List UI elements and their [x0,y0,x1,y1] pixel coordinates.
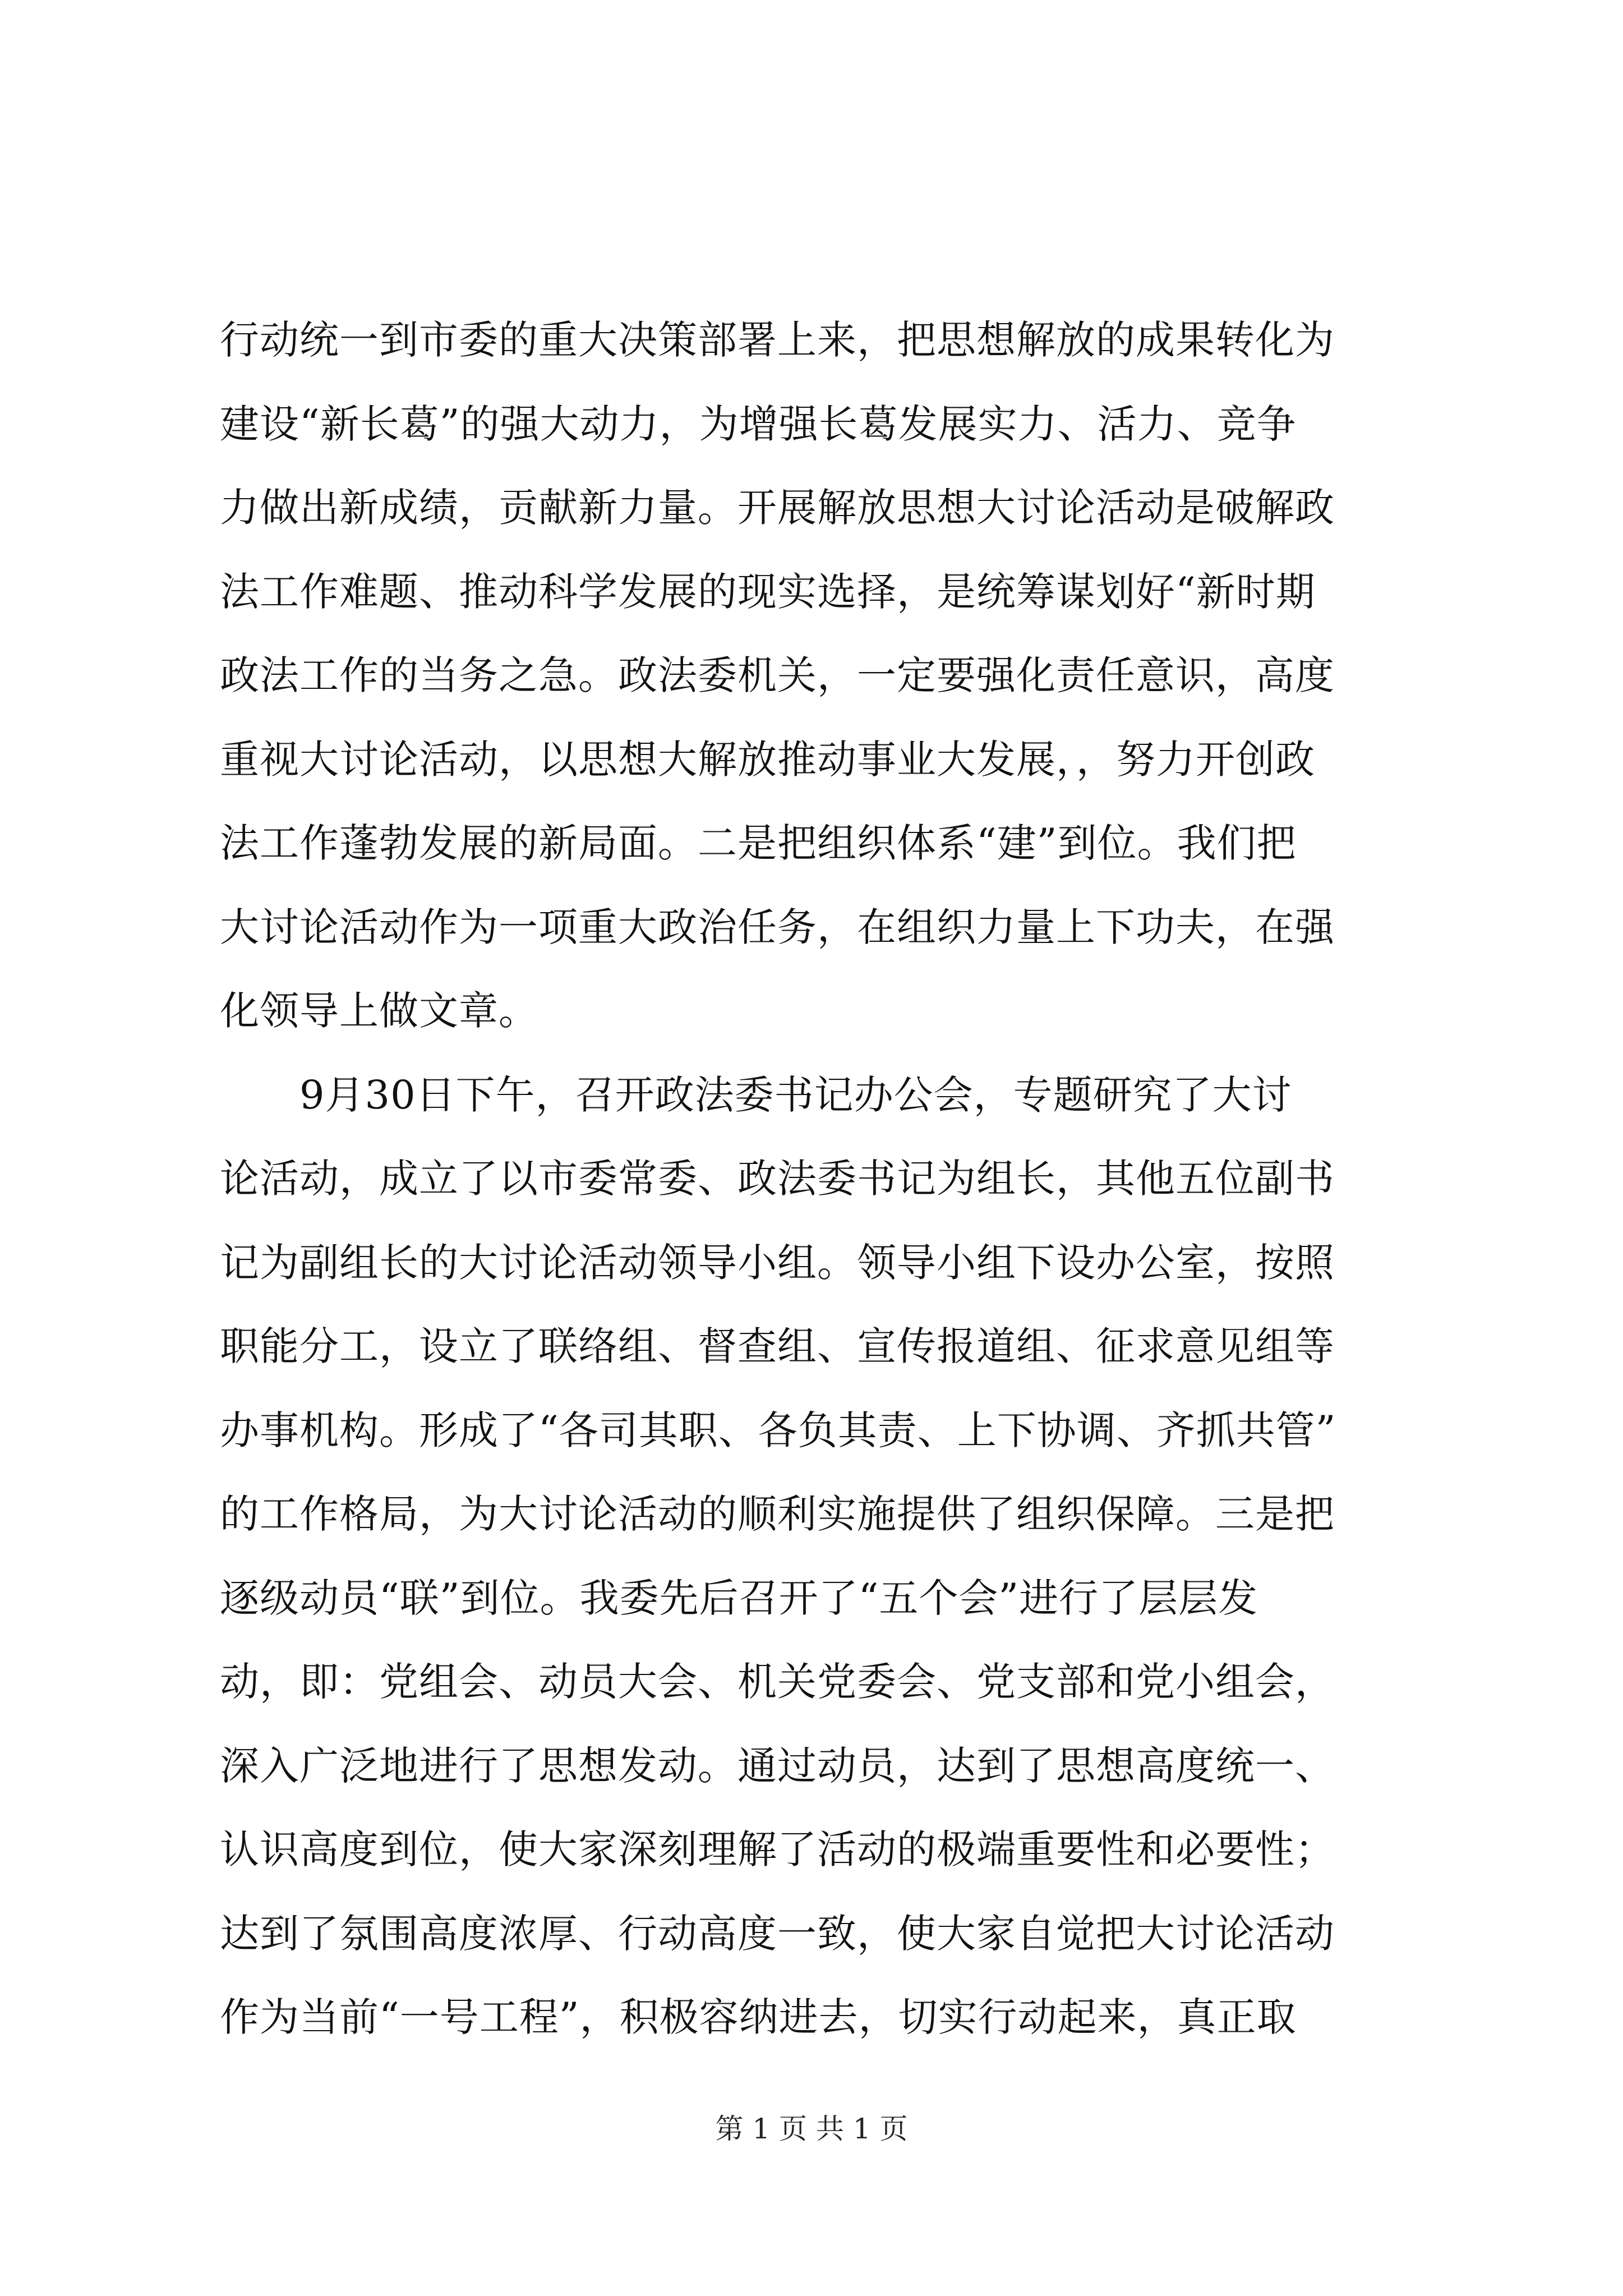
text-line: 动，即：党组会、动员大会、机关党委会、党支部和党小组会， [220,1659,1335,1705]
text-line: 作为当前“一号工程”，积极容纳进去，切实行动起来，真正取 [220,1994,1297,2040]
text-line: 9月30日下午，召开政法委书记办公会，专题研究了大讨 [220,1071,1292,1118]
text-line: 行动统一到市委的重大决策部署上来，把思想解放的成果转化为 [220,317,1335,363]
text-line: 记为副组长的大讨论活动领导小组。领导小组下设办公室，按照 [220,1239,1335,1286]
text-line: 建设“新长葛”的强大动力，为增强长葛发展实力、活力、竞争 [220,401,1297,447]
text-line: 的工作格局，为大讨论活动的顺利实施提供了组织保障。三是把 [220,1491,1335,1537]
text-line: 大讨论活动作为一项重大政治任务，在组织力量上下功夫，在强 [220,904,1335,950]
text-line: 论活动，成立了以市委常委、政法委书记为组长，其他五位副书 [220,1156,1335,1202]
text-line: 办事机构。形成了“各司其职、各负其责、上下协调、齐抓共管” [220,1407,1336,1453]
text-line: 重视大讨论活动，以思想大解放推动事业大发展，，努力开创政 [220,736,1315,783]
text-line: 政法工作的当务之急。政法委机关，一定要强化责任意识，高度 [220,652,1335,698]
text-line: 逐级动员“联”到位。我委先后召开了“五个会”进行了层层发 [220,1575,1258,1621]
text-line: 达到了氛围高度浓厚、行动高度一致，使大家自觉把大讨论活动 [220,1910,1335,1957]
text-line: 化领导上做文章。 [220,988,538,1034]
text-line: 深入广泛地进行了思想发动。通过动员，达到了思想高度统一、 [220,1742,1335,1789]
page-footer: 第 1 页 共 1 页 [715,2113,908,2145]
text-line: 法工作蓬勃发展的新局面。二是把组织体系“建”到位。我们把 [220,820,1297,866]
text-line: 力做出新成绩，贡献新力量。开展解放思想大讨论活动是破解政 [220,485,1335,531]
body-text [220,298,1409,2060]
text-line: 法工作难题、推动科学发展的现实选择，是统筹谋划好“新时期 [220,568,1316,615]
text-line: 职能分工，设立了联络组、督查组、宣传报道组、征求意见组等 [220,1323,1335,1369]
text-line: 认识高度到位，使大家深刻理解了活动的极端重要性和必要性； [220,1826,1335,1872]
